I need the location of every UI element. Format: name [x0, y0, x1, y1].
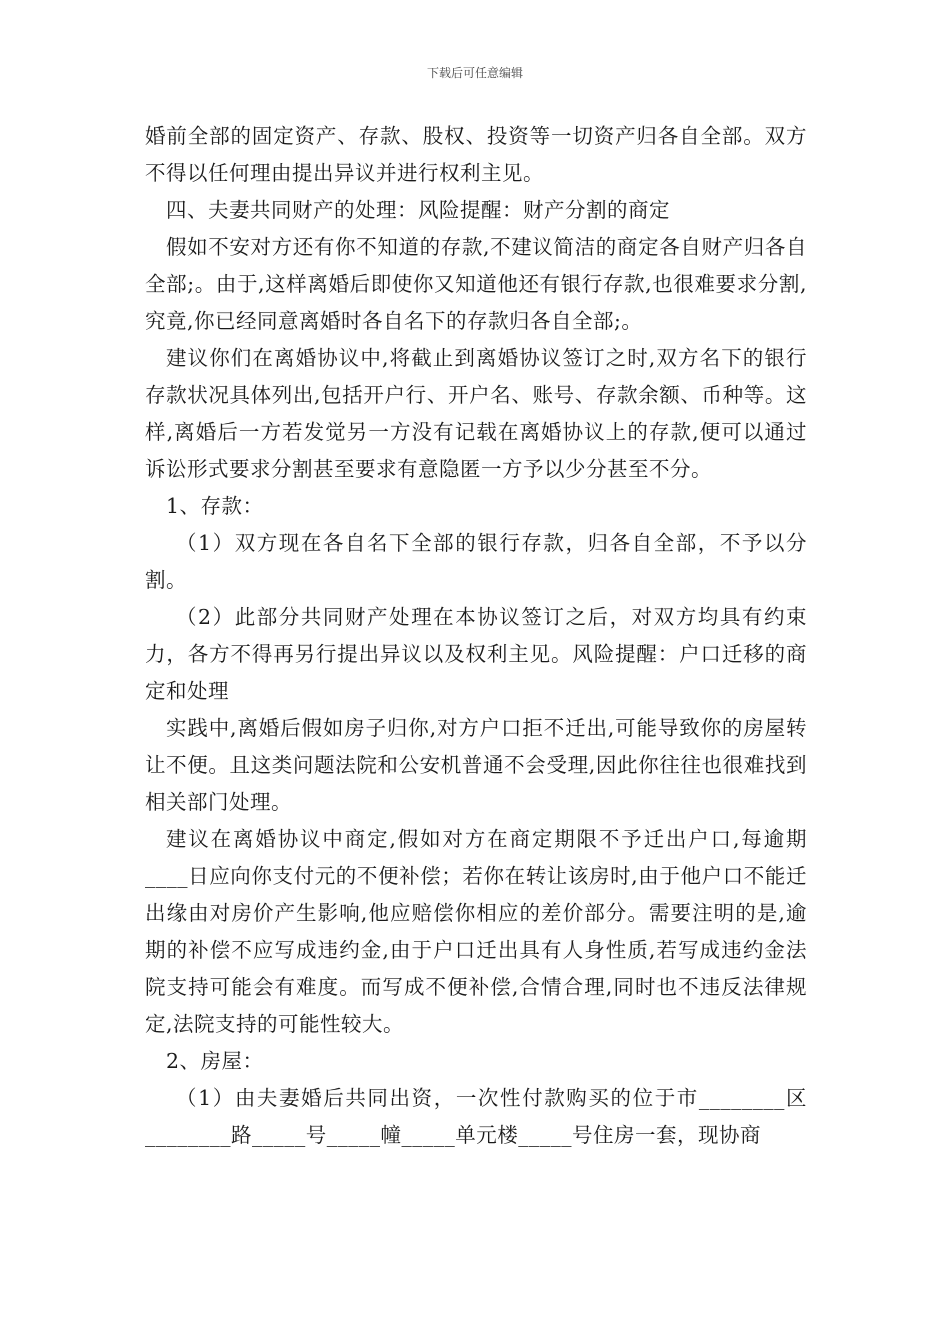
page-header: 下载后可任意编辑 — [426, 66, 523, 80]
paragraph-premarital-assets: 婚前全部的固定资产、存款、股权、投资等一切资产归各自全部。双方不得以任何理由提出异议并进行权利主见。 — [145, 124, 807, 185]
document-body — [145, 118, 807, 1154]
section-heading-joint-property: 四、夫妻共同财产的处理：风险提醒：财产分割的商定 — [166, 198, 670, 222]
clause-housing-1: （1）由夫妻婚后共同出资，一次性付款购买的位于市________区________路_____号_____幢_____单元楼_____号住房一套，现协商 — [145, 1086, 807, 1147]
clause-deposits-2: （2）此部分共同财产处理在本协议签订之后，对双方均具有约束力，各方不得再另行提出异议以及权利主见。风险提醒：户口迁移的商定和处理 — [145, 605, 807, 703]
paragraph-household-registration: 实践中,离婚后假如房子归你,对方户口拒不迁出,可能导致你的房屋转让不便。且这类问题法院和公安机普通不会受理,因此你往往也很难找到相关部门处理。 — [145, 716, 807, 814]
paragraph-unknown-deposits: 假如不安对方还有你不知道的存款,不建议简洁的商定各自财产归各自全部;。由于,这样离婚后即使你又知道他还有银行存款,也很难要求分割,究竟,你已经同意离婚时各自名下的存款归各自全部;。 — [145, 235, 807, 333]
paragraph-deposit-listing-advice: 建议你们在离婚协议中,将截止到离婚协议签订之时,双方名下的银行存款状况具体列出,包括开户行、开户名、账号、存款余额、币种等。这样,离婚后一方若发觉另一方没有记载在离婚协议上的存款,便可以通过诉讼形式要求分割甚至要求有意隐匿一方予以少分甚至不分。 — [145, 346, 807, 481]
subheading-housing: 2、房屋： — [166, 1049, 264, 1073]
clause-deposits-1: （1）双方现在各自名下全部的银行存款，归各自全部，不予以分割。 — [145, 531, 807, 592]
paragraph-registration-advice: 建议在离婚协议中商定,假如对方在商定期限不予迁出户口,每逾期____日应向你支付元的不便补偿；若你在转让该房时,由于他户口不能迁出缘由对房价产生影响,他应赔偿你相应的差价部分。需要注明的是,逾期的补偿不应写成违约金,由于户口迁出具有人身性质,若写成违约金法院支持可能会有难度。而写成不便补偿,合情合理,同时也不违反法律规定,法院支持的可能性较大。 — [145, 827, 807, 1036]
subheading-deposits: 1、存款： — [166, 494, 264, 518]
